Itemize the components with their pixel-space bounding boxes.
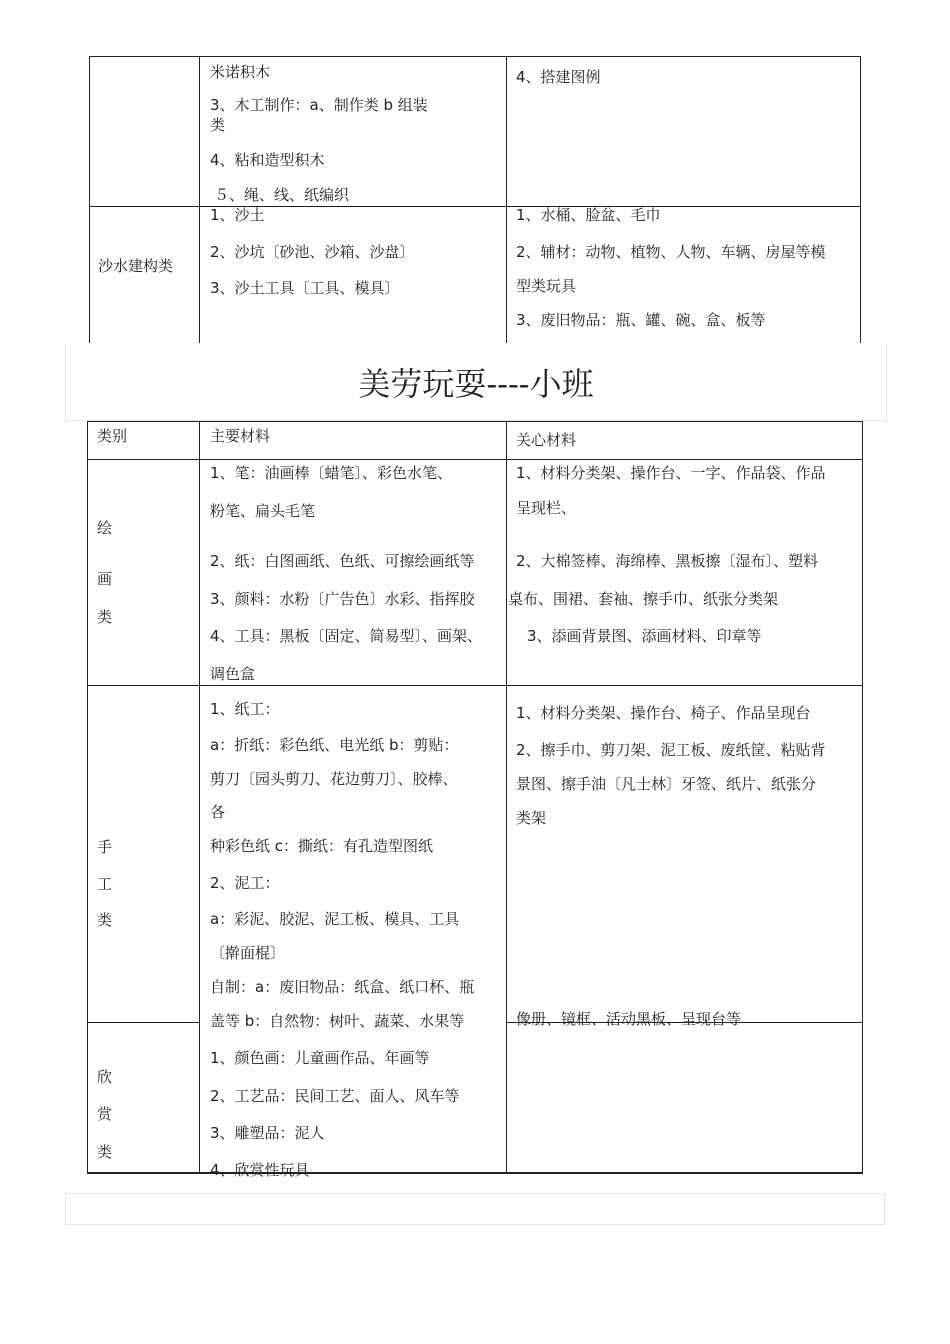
cell-text: 〔擀面棍〕 [210, 944, 286, 962]
top-table-divider-col1 [199, 56, 200, 343]
category-char: 绘 [97, 519, 113, 537]
cell-text: 桌布、围裙、套袖、擦手巾、纸张分类架 [508, 590, 779, 608]
top-table-border-right [860, 56, 861, 343]
top-table-border-top [89, 56, 861, 57]
cell-text: 盖等 b：自然物：树叶、蔬菜、水果等 [210, 1012, 465, 1030]
category-char: 工 [97, 875, 113, 893]
header-aux-materials: 关心材料 [516, 431, 577, 449]
cell-text: 米诺积木 [210, 63, 271, 81]
cell-text: ５、绳、线、纸编织 [214, 186, 350, 204]
cell-text: 2、泥工： [210, 874, 280, 892]
cell-text: 3、沙土工具〔工具、模具〕 [210, 279, 400, 297]
cell-text: 1、纸工： [210, 700, 280, 718]
cell-text: 1、沙土 [210, 206, 265, 224]
header-main-materials: 主要材料 [210, 427, 271, 445]
cell-text: 2、擦手巾、剪刀架、泥工板、废纸筐、粘贴背 [516, 741, 826, 759]
cell-text: 4、搭建图例 [516, 68, 601, 86]
cell-text: 1、材料分类架、操作台、一字、作品袋、作品 [516, 464, 826, 482]
cell-text: 1、笔：油画棒〔蜡笔〕、彩色水笔、 [210, 464, 453, 482]
table-divider-col1 [199, 421, 200, 1174]
cell-text: 3、颜料：水粉〔广告色〕水彩、指挥胶 [210, 590, 475, 608]
table-row-divider-handcraft-left [87, 1022, 200, 1023]
cell-text: 2、大棉签棒、海绵棒、黑板擦〔湿布〕、塑料 [516, 552, 819, 570]
category-label: 沙水建构类 [98, 257, 174, 275]
header-category: 类别 [97, 427, 128, 445]
cell-text: 景图、擦手油〔凡士林〕牙签、纸片、纸张分 [516, 775, 817, 793]
category-char: 类 [97, 1143, 113, 1161]
cell-text: 呈现栏、 [516, 499, 577, 517]
table-border-left [87, 421, 88, 1174]
cell-text: 调色盒 [210, 665, 256, 683]
cell-text: a：彩泥、胶泥、泥工板、模具、工具 [210, 910, 460, 928]
table-border-top [87, 421, 863, 422]
table-row-divider-drawing [87, 685, 863, 686]
cell-text: 3、添画背景图、添画材料、印章等 [527, 627, 762, 645]
top-table-divider-col2 [506, 56, 507, 343]
cell-text: 自制：a：废旧物品：纸盒、纸口杯、瓶 [210, 978, 475, 996]
cell-text: 2、工艺品：民间工艺、面人、风车等 [210, 1087, 460, 1105]
cell-text: 剪刀〔园头剪刀、花边剪刀〕、胶棒、 [210, 770, 458, 788]
footer-band [65, 1193, 885, 1225]
cell-text: 1、水桶、脸盆、毛巾 [516, 206, 661, 224]
category-char: 赏 [97, 1105, 113, 1123]
cell-text: 3、木工制作：a、制作类 b 组装 [210, 96, 428, 114]
category-char: 欣 [97, 1068, 113, 1086]
cell-text: 类 [210, 116, 226, 134]
category-char: 手 [97, 838, 113, 856]
cell-text: 类架 [516, 809, 547, 827]
cell-text: 1、材料分类架、操作台、椅子、作品呈现台 [516, 704, 811, 722]
category-char: 类 [97, 608, 113, 626]
cell-text: 像册、镜框、活动黑板、呈现台等 [516, 1010, 742, 1028]
cell-text: 粉笔、扁头毛笔 [210, 502, 316, 520]
cell-text: 2、辅材：动物、植物、人物、车辆、房屋等模 [516, 243, 826, 261]
cell-text: 各 [210, 803, 226, 821]
category-char: 类 [97, 911, 113, 929]
table-row-divider-header [87, 459, 863, 460]
top-table-row-divider [89, 206, 861, 207]
table-border-right [862, 421, 863, 1174]
table-border-bottom [87, 1172, 863, 1174]
cell-text: 2、沙坑〔砂池、沙箱、沙盘〕 [210, 243, 415, 261]
cell-text: 4、工具：黑板〔固定、简易型〕、画架、 [210, 627, 483, 645]
category-char: 画 [97, 570, 113, 588]
cell-text: 种彩色纸 c：撕纸：有孔造型图纸 [210, 837, 434, 855]
cell-text: 3、废旧物品：瓶、罐、碗、盒、板等 [516, 311, 766, 329]
cell-text: 型类玩具 [516, 277, 577, 295]
cell-text: 4、欣赏性玩具 [210, 1161, 310, 1179]
title-band [65, 343, 887, 421]
cell-text: 2、纸：白图画纸、色纸、可擦绘画纸等 [210, 552, 475, 570]
table-divider-col2 [506, 421, 507, 1174]
cell-text: 3、雕塑品：泥人 [210, 1124, 325, 1142]
cell-text: 4、粘和造型积木 [210, 151, 325, 169]
section-title: 美劳玩耍----小班 [358, 365, 594, 403]
top-table-border-left [89, 56, 90, 343]
cell-text: 1、颜色画：儿童画作品、年画等 [210, 1049, 430, 1067]
cell-text: a：折纸：彩色纸、电光纸 b：剪贴： [210, 736, 459, 754]
